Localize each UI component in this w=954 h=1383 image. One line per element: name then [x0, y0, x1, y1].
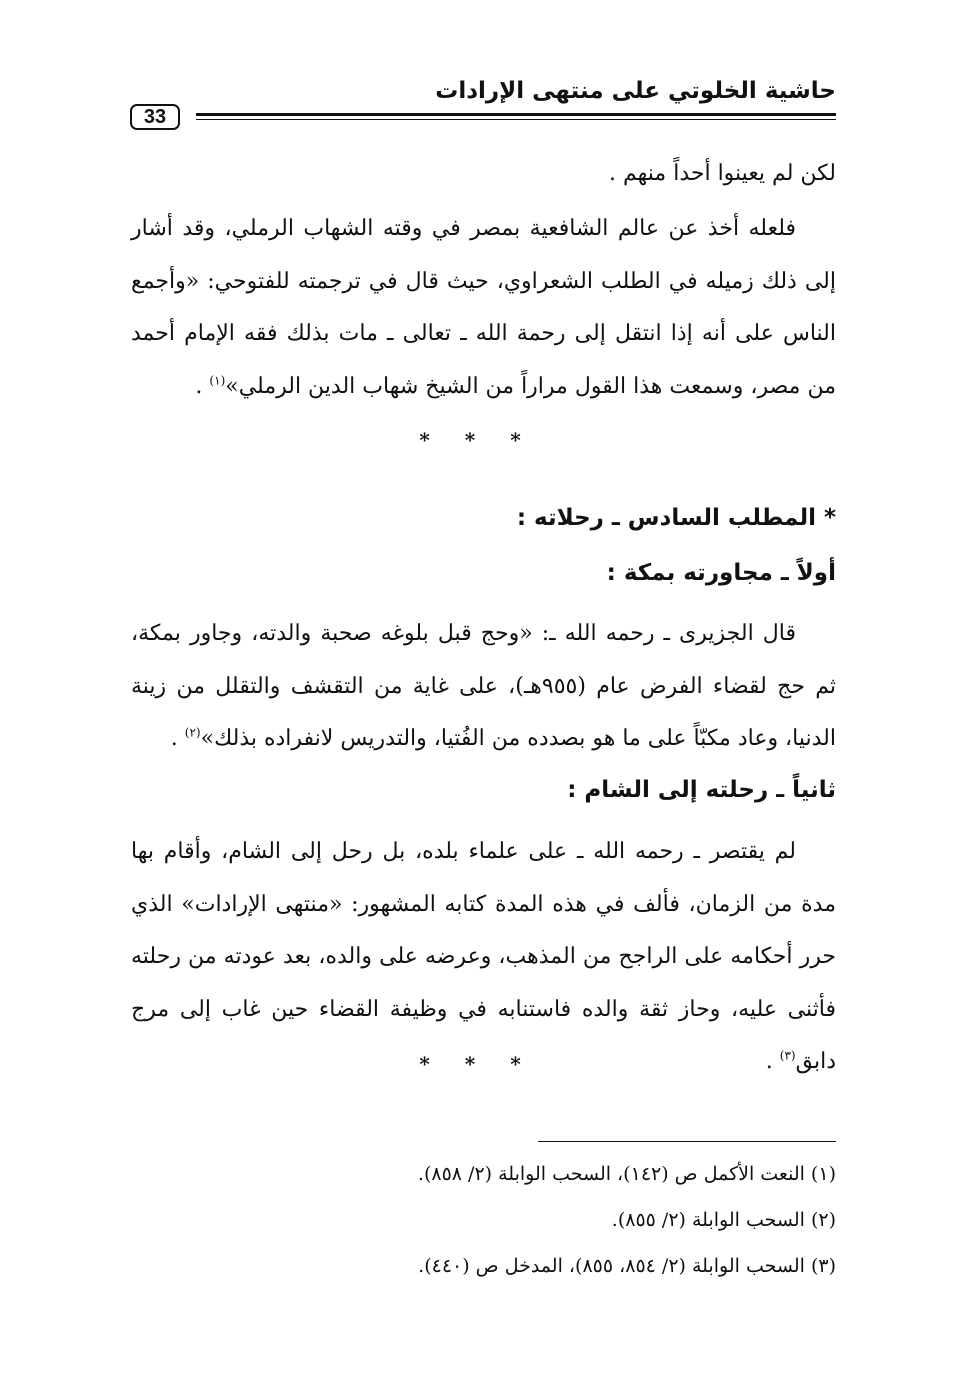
- running-header-title: حاشية الخلوتي على منتهى الإرادات: [435, 78, 836, 104]
- subheading-1: أولاً ـ مجاورته بمكة :: [606, 560, 836, 586]
- section-separator-2: * * *: [419, 1052, 535, 1076]
- paragraph-2: [131, 203, 836, 413]
- paragraph-3: [131, 608, 836, 766]
- subheading-2: ثانياً ـ رحلته إلى الشام :: [567, 777, 836, 803]
- footnote-1: (١) النعت الأكمل ص (١٤٢)، السحب الوابلة (٢/ ٨٥٨).: [417, 1163, 836, 1185]
- paragraph-3-end: .: [170, 726, 185, 751]
- paragraph-1: لكن لم يعينوا أحداً منهم .: [609, 161, 836, 186]
- paragraph-2-end: .: [195, 373, 210, 399]
- footnote-ref-3: (٣): [779, 1048, 796, 1063]
- paragraph-4: [131, 826, 836, 1089]
- page-number-box: 33: [130, 104, 180, 130]
- footnote-rule: [538, 1141, 836, 1142]
- footnote-ref-2: (٢): [184, 725, 201, 740]
- footnote-ref-1: (١): [209, 373, 226, 388]
- paragraph-4-end: .: [765, 1049, 780, 1074]
- header-rule-thin: [196, 119, 836, 120]
- header-rule-thick: [196, 113, 836, 116]
- paragraph-3-text: قال الجزيرى ـ رحمه الله ـ: «وحج قبل بلوغه صحبة والدته، وجاور بمكة، ثم حج لقضاء الفرض عام (٩٥٥هـ)، على غاية من التقشف والتقلل من زينة الدنيا، وعاد مكبّاً على ما هو بصدده من الفُتيا، والتدريس لانفراده بذلك»: [131, 621, 836, 751]
- footnote-3: (٣) السحب الوابلة (٢/ ٨٥٤، ٨٥٥)، المدخل ص (٤٤٠).: [418, 1255, 836, 1277]
- footnote-2: (٢) السحب الوابلة (٢/ ٨٥٥).: [611, 1209, 836, 1231]
- paragraph-2-text: فلعله أخذ عن عالم الشافعية بمصر في وقته الشهاب الرملي، وقد أشار إلى ذلك زميله في الطلب الشعراوي، حيث قال في ترجمته للفتوحي: «وأجمع الناس على أنه إذا انتقل إلى رحمة الله ـ تعالى ـ مات بذلك فقه الإمام أحمد من مصر، وسمعت هذا القول مراراً من الشيخ شهاب الدين الرملي»: [131, 216, 836, 399]
- section-heading: * المطلب السادس ـ رحلاته :: [516, 505, 836, 531]
- section-separator-1: * * *: [419, 428, 535, 452]
- paragraph-4-text: لم يقتصر ـ رحمه الله ـ على علماء بلده، بل رحل إلى الشام، وأقام بها مدة من الزمان، فألف في هذه المدة كتابه المشهور: «منتهى الإرادات» الذي حرر أحكامه على الراجح من المذهب، وعرضه على والده، بعد عودته من رحلته فأثنى عليه، وحاز ثقة والده فاستنابه في وظيفة القضاء حين غاب إلى مرج دابق: [131, 839, 836, 1074]
